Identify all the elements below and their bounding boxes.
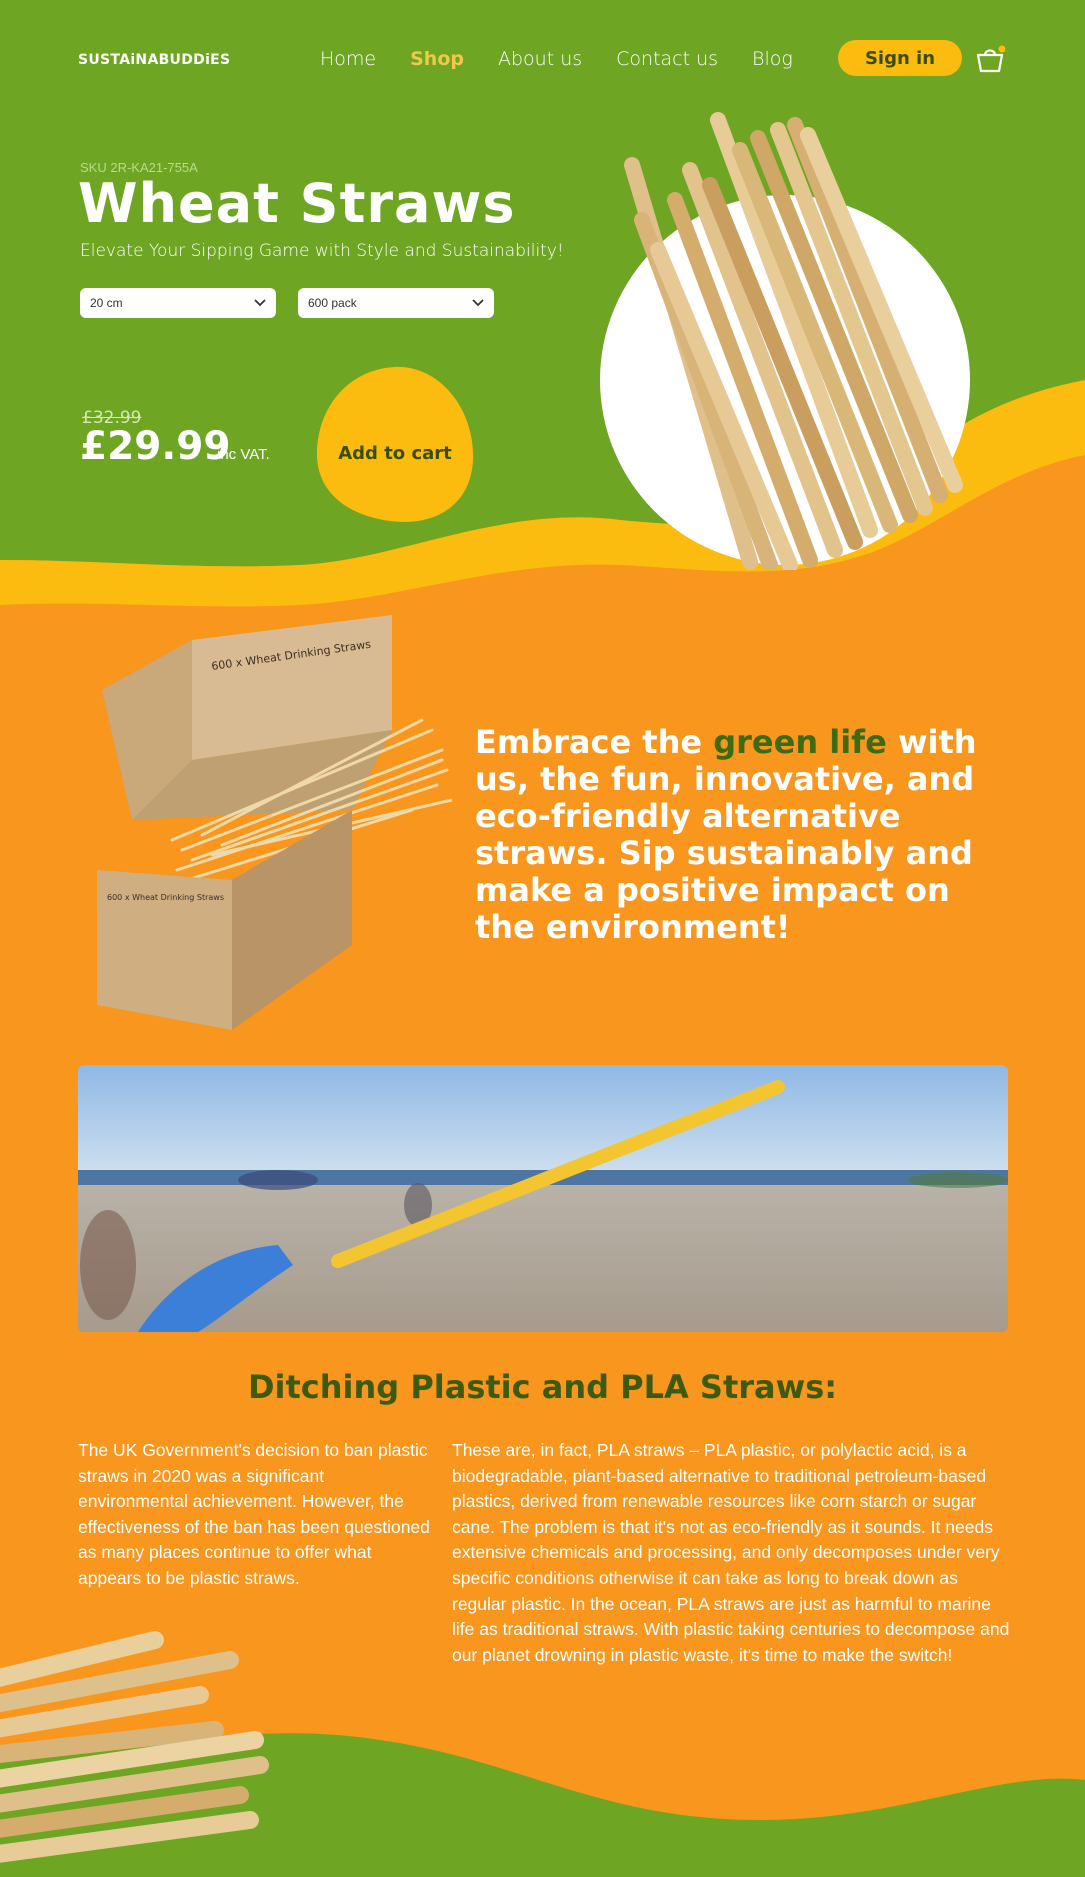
embrace-statement (475, 724, 995, 946)
straw-box-image (92, 610, 452, 1030)
article-heading: Ditching Plastic and PLA Straws: (247, 1368, 838, 1406)
beach-straw-photo (78, 1065, 1008, 1332)
brand-logo[interactable]: SUSTAiNABUDDiES (78, 52, 231, 68)
article-paragraph-1: The UK Government's decision to ban plastic straws in 2020 was a significant environmental achievement. However, the effectiveness of the ban has been questioned as many places continue to offer what appears to be plastic straws. (78, 1440, 430, 1588)
chevron-down-icon (472, 299, 484, 307)
pack-select-value: 600 pack (308, 296, 357, 310)
length-select-value: 20 cm (90, 296, 123, 310)
nav-shop[interactable]: Shop (410, 48, 464, 70)
box-side-print: 600 x Wheat Drinking Straws (107, 893, 224, 902)
nav-blog[interactable]: Blog (752, 48, 793, 70)
embrace-text-end: with us, the fun, innovative, and eco-friendly alternative straws. Sip sustainably and make a positive impact on the environment! (475, 723, 977, 946)
beach-photo-art (78, 1065, 1008, 1332)
product-subtitle: Elevate Your Sipping Game with Style and Sustainability! (80, 241, 564, 261)
length-select[interactable] (80, 288, 276, 318)
pack-select[interactable] (298, 288, 494, 318)
embrace-text-start: Embrace the (475, 723, 714, 761)
product-title: Wheat Straws (78, 172, 516, 235)
cart-icon[interactable] (975, 44, 1005, 74)
old-price: £32.99 (82, 408, 142, 428)
bottom-straws-image (0, 1620, 270, 1877)
chevron-down-icon (254, 299, 266, 307)
main-nav (320, 48, 793, 70)
article-paragraph-2: These are, in fact, PLA straws – PLA plastic, or polylactic acid, is a biodegradable, plant-based alternative to traditional petroleum-based plastics, derived from renewable resources like corn starch or sugar cane. The problem is that it's not as eco-friendly as it sounds. It needs extensive chemicals and processing, and only decomposes under very specific conditions otherwise it can take as long to break down as regular plastic. In the ocean, PLA straws are just as harmful to marine life as traditional straws. With plastic taking centuries to decompose and our planet drowning in plastic waste, it's time to make the switch! (452, 1440, 1010, 1665)
add-to-cart-label[interactable]: Add to cart (338, 443, 452, 464)
straws-hero-image (600, 110, 990, 570)
embrace-highlight: green life (713, 723, 887, 761)
current-price: £29.99 (80, 424, 231, 469)
vat-note: inc VAT. (217, 446, 270, 463)
sign-in-button[interactable]: Sign in (838, 40, 962, 76)
nav-about[interactable]: About us (497, 48, 583, 70)
nav-home[interactable]: Home (320, 48, 377, 70)
nav-contact[interactable]: Contact us (616, 48, 719, 70)
box-top-print: 600 x Wheat Drinking Straws (210, 637, 372, 673)
product-sku: SKU 2R-KA21-755A (80, 160, 198, 175)
